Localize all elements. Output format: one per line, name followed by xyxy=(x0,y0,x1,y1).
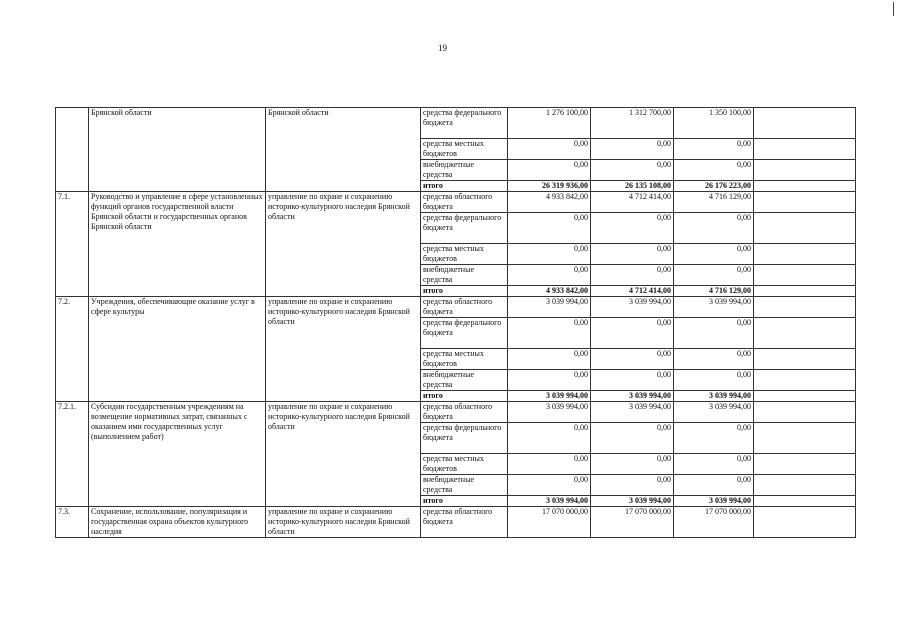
funding-source-cell: средства областного бюджета xyxy=(421,507,508,538)
funding-source-cell: итого xyxy=(421,496,508,507)
amount-year-1-cell: 3 039 994,00 xyxy=(508,391,591,402)
amount-year-3-cell: 3 039 994,00 xyxy=(674,391,754,402)
funding-source-cell: итого xyxy=(421,391,508,402)
amount-year-1-cell: 0,00 xyxy=(508,244,591,265)
funding-source-cell: средства областного бюджета xyxy=(421,192,508,213)
item-name-cell: Руководство и управление в сфере установленных функций органов государственной власти Брянской области и государственных органов Брянской области xyxy=(89,192,266,297)
table-row xyxy=(56,108,856,139)
item-number-cell: 7.2. xyxy=(56,297,89,402)
amount-year-1-cell: 0,00 xyxy=(508,370,591,391)
amount-year-1-cell: 0,00 xyxy=(508,349,591,370)
amount-year-2-cell: 0,00 xyxy=(591,423,674,454)
amount-year-3-cell: 0,00 xyxy=(674,213,754,244)
empty-cell xyxy=(754,370,856,391)
funding-source-cell: средства федерального бюджета xyxy=(421,423,508,454)
amount-year-1-cell: 0,00 xyxy=(508,454,591,475)
empty-cell xyxy=(754,181,856,192)
amount-year-3-cell: 4 716 129,00 xyxy=(674,286,754,297)
funding-source-cell: итого xyxy=(421,286,508,297)
amount-year-2-cell: 0,00 xyxy=(591,265,674,286)
amount-year-1-cell: 3 039 994,00 xyxy=(508,402,591,423)
empty-cell xyxy=(754,391,856,402)
empty-cell xyxy=(754,507,856,538)
amount-year-3-cell: 0,00 xyxy=(674,454,754,475)
amount-year-2-cell: 1 312 700,00 xyxy=(591,108,674,139)
amount-year-2-cell: 0,00 xyxy=(591,370,674,391)
item-name-cell: Учреждения, обеспечивающие оказание услуг в сфере культуры xyxy=(89,297,266,402)
item-number-cell: 7.3. xyxy=(56,507,89,538)
executor-cell: управление по охране и сохранению историко-культурного наследия Брянской области xyxy=(266,402,421,507)
empty-cell xyxy=(754,139,856,160)
amount-year-3-cell: 0,00 xyxy=(674,318,754,349)
empty-cell xyxy=(754,402,856,423)
empty-cell xyxy=(754,475,856,496)
table-row xyxy=(56,192,856,213)
amount-year-3-cell: 0,00 xyxy=(674,370,754,391)
amount-year-1-cell: 0,00 xyxy=(508,475,591,496)
amount-year-1-cell: 26 319 936,00 xyxy=(508,181,591,192)
amount-year-1-cell: 0,00 xyxy=(508,213,591,244)
funding-source-cell: внебюджетные средства xyxy=(421,160,508,181)
amount-year-2-cell: 0,00 xyxy=(591,139,674,160)
amount-year-3-cell: 0,00 xyxy=(674,160,754,181)
item-number-cell: 7.2.1. xyxy=(56,402,89,507)
amount-year-3-cell: 3 039 994,00 xyxy=(674,402,754,423)
amount-year-1-cell: 17 070 000,00 xyxy=(508,507,591,538)
funding-source-cell: средства федерального бюджета xyxy=(421,213,508,244)
table-row xyxy=(56,402,856,423)
empty-cell xyxy=(754,160,856,181)
amount-year-3-cell: 0,00 xyxy=(674,423,754,454)
scan-edge-mark xyxy=(893,2,894,16)
empty-cell xyxy=(754,496,856,507)
amount-year-2-cell: 0,00 xyxy=(591,213,674,244)
amount-year-3-cell: 0,00 xyxy=(674,244,754,265)
item-name-cell: Брянской области xyxy=(89,108,266,192)
page-number: 19 xyxy=(438,43,447,53)
funding-source-cell: средства местных бюджетов xyxy=(421,454,508,475)
funding-source-cell: средства местных бюджетов xyxy=(421,244,508,265)
empty-cell xyxy=(754,297,856,318)
empty-cell xyxy=(754,213,856,244)
amount-year-3-cell: 26 176 223,00 xyxy=(674,181,754,192)
amount-year-3-cell: 0,00 xyxy=(674,265,754,286)
amount-year-1-cell: 4 933 842,00 xyxy=(508,286,591,297)
amount-year-2-cell: 4 712 414,00 xyxy=(591,286,674,297)
item-number-cell: 7.1. xyxy=(56,192,89,297)
amount-year-1-cell: 4 933 842,00 xyxy=(508,192,591,213)
amount-year-2-cell: 3 039 994,00 xyxy=(591,496,674,507)
empty-cell xyxy=(754,423,856,454)
amount-year-2-cell: 0,00 xyxy=(591,454,674,475)
empty-cell xyxy=(754,286,856,297)
amount-year-2-cell: 26 135 108,00 xyxy=(591,181,674,192)
funding-source-cell: средства областного бюджета xyxy=(421,402,508,423)
amount-year-2-cell: 0,00 xyxy=(591,475,674,496)
amount-year-3-cell: 3 039 994,00 xyxy=(674,496,754,507)
empty-cell xyxy=(754,349,856,370)
amount-year-2-cell: 17 070 000,00 xyxy=(591,507,674,538)
amount-year-3-cell: 0,00 xyxy=(674,139,754,160)
item-number-cell xyxy=(56,108,89,192)
empty-cell xyxy=(754,318,856,349)
amount-year-2-cell: 0,00 xyxy=(591,318,674,349)
amount-year-2-cell: 3 039 994,00 xyxy=(591,402,674,423)
table-body xyxy=(56,108,856,538)
funding-source-cell: средства федерального бюджета xyxy=(421,318,508,349)
amount-year-1-cell: 0,00 xyxy=(508,139,591,160)
item-name-cell: Сохранение, использование, популяризация и государственная охрана объектов культурного наследия xyxy=(89,507,266,538)
funding-source-cell: внебюджетные средства xyxy=(421,475,508,496)
executor-cell: управление по охране и сохранению историко-культурного наследия Брянской области xyxy=(266,192,421,297)
empty-cell xyxy=(754,192,856,213)
amount-year-2-cell: 0,00 xyxy=(591,349,674,370)
amount-year-2-cell: 4 712 414,00 xyxy=(591,192,674,213)
amount-year-3-cell: 17 070 000,00 xyxy=(674,507,754,538)
funding-source-cell: внебюджетные средства xyxy=(421,265,508,286)
amount-year-2-cell: 0,00 xyxy=(591,160,674,181)
amount-year-1-cell: 0,00 xyxy=(508,423,591,454)
amount-year-3-cell: 4 716 129,00 xyxy=(674,192,754,213)
empty-cell xyxy=(754,108,856,139)
executor-cell: управление по охране и сохранению историко-культурного наследия Брянской области xyxy=(266,297,421,402)
funding-source-cell: средства местных бюджетов xyxy=(421,139,508,160)
funding-source-cell: средства федерального бюджета xyxy=(421,108,508,139)
funding-source-cell: итого xyxy=(421,181,508,192)
amount-year-2-cell: 0,00 xyxy=(591,244,674,265)
amount-year-1-cell: 0,00 xyxy=(508,318,591,349)
table-row xyxy=(56,507,856,538)
empty-cell xyxy=(754,265,856,286)
executor-cell: управление по охране и сохранению историко-культурного наследия Брянской области xyxy=(266,507,421,538)
budget-table xyxy=(55,107,856,538)
amount-year-1-cell: 0,00 xyxy=(508,265,591,286)
empty-cell xyxy=(754,454,856,475)
funding-source-cell: средства областного бюджета xyxy=(421,297,508,318)
funding-source-cell: средства местных бюджетов xyxy=(421,349,508,370)
funding-source-cell: внебюджетные средства xyxy=(421,370,508,391)
item-name-cell: Субсидии государственным учреждениям на возмещение нормативных затрат, связанных с оказанием ими государственных услуг (выполнением работ) xyxy=(89,402,266,507)
executor-cell: Брянской области xyxy=(266,108,421,192)
amount-year-3-cell: 3 039 994,00 xyxy=(674,297,754,318)
amount-year-1-cell: 3 039 994,00 xyxy=(508,297,591,318)
amount-year-2-cell: 3 039 994,00 xyxy=(591,391,674,402)
amount-year-1-cell: 3 039 994,00 xyxy=(508,496,591,507)
amount-year-2-cell: 3 039 994,00 xyxy=(591,297,674,318)
amount-year-3-cell: 0,00 xyxy=(674,475,754,496)
amount-year-3-cell: 1 350 100,00 xyxy=(674,108,754,139)
amount-year-3-cell: 0,00 xyxy=(674,349,754,370)
empty-cell xyxy=(754,244,856,265)
table-row xyxy=(56,297,856,318)
amount-year-1-cell: 0,00 xyxy=(508,160,591,181)
amount-year-1-cell: 1 276 100,00 xyxy=(508,108,591,139)
